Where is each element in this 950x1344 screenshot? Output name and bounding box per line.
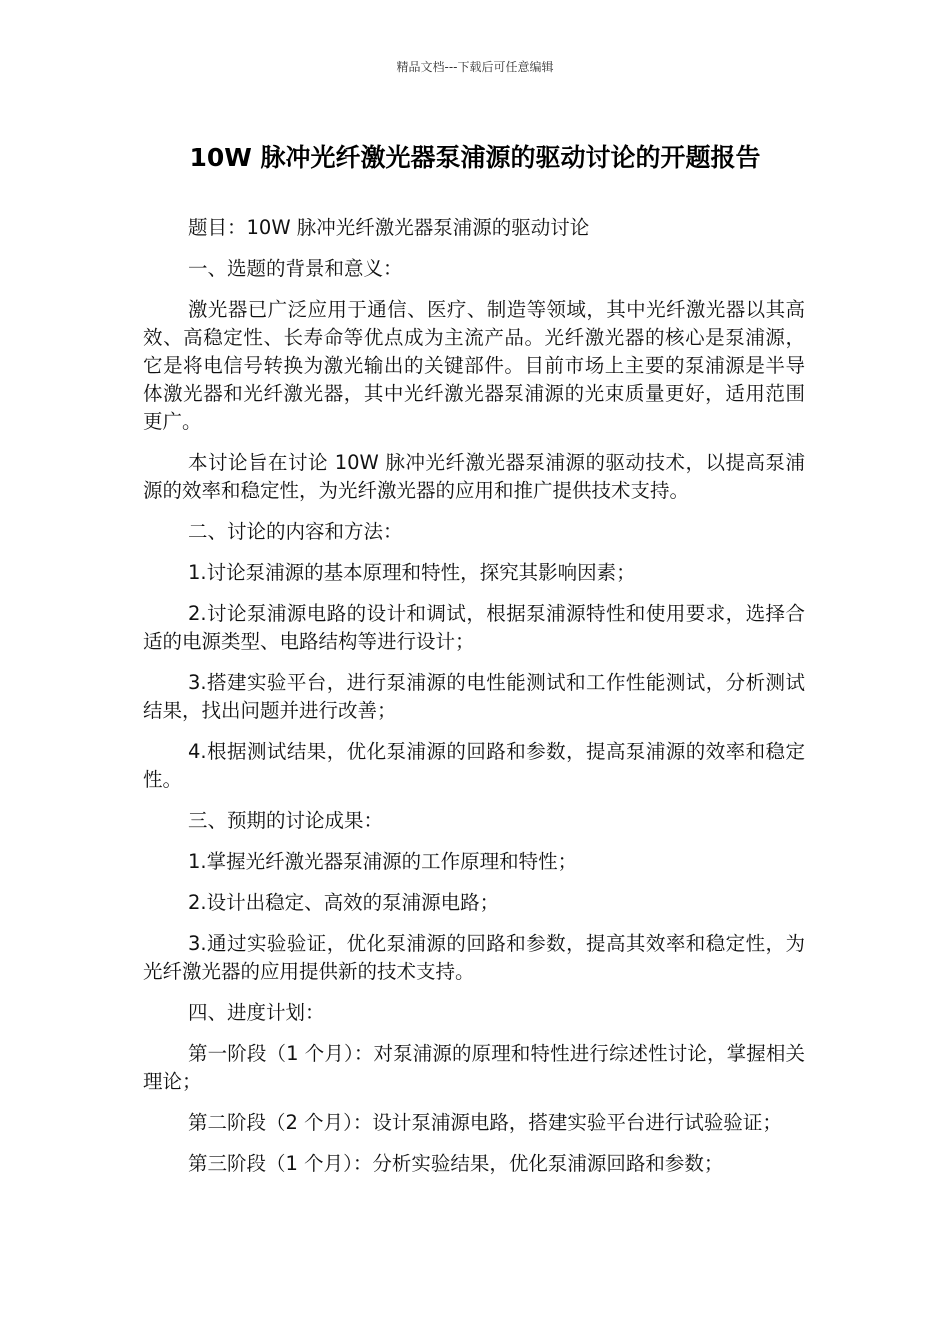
- section-heading-schedule: 四、进度计划：: [188, 1001, 325, 1024]
- header-note: 精品文档---下载后可任意编辑: [396, 60, 554, 74]
- schedule-stage-1: 第一阶段（1 个月）：对泵浦源的原理和特性进行综述性讨论，掌握相关理论；: [143, 1042, 805, 1093]
- paragraph-purpose: 本讨论旨在讨论 10W 脉冲光纤激光器泵浦源的驱动技术，以提高泵浦源的效率和稳定性，为光纤激光器的应用和推广提供技术支持。: [143, 451, 805, 502]
- paragraph-topic: 题目：10W 脉冲光纤激光器泵浦源的驱动讨论: [188, 216, 590, 239]
- list-item-content-3: 3.搭建实验平台，进行泵浦源的电性能测试和工作性能测试，分析测试结果，找出问题并进行改善；: [143, 671, 805, 722]
- section-heading-results: 三、预期的讨论成果：: [188, 809, 384, 832]
- schedule-stage-3: 第三阶段（1 个月）：分析实验结果，优化泵浦源回路和参数；: [188, 1152, 724, 1175]
- list-item-result-1: 1.掌握光纤激光器泵浦源的工作原理和特性；: [188, 850, 578, 873]
- list-item-result-3: 3.通过实验验证，优化泵浦源的回路和参数，提高其效率和稳定性，为光纤激光器的应用提供新的技术支持。: [143, 932, 805, 983]
- list-item-content-2: 2.讨论泵浦源电路的设计和调试，根据泵浦源特性和使用要求，选择合适的电源类型、电路结构等进行设计；: [143, 602, 805, 653]
- section-heading-content: 二、讨论的内容和方法：: [188, 520, 403, 543]
- list-item-result-2: 2.设计出稳定、高效的泵浦源电路；: [188, 891, 500, 914]
- list-item-content-1: 1.讨论泵浦源的基本原理和特性，探究其影响因素；: [188, 561, 636, 584]
- document-body: [143, 214, 805, 1191]
- paragraph-background: 激光器已广泛应用于通信、医疗、制造等领域，其中光纤激光器以其高效、高稳定性、长寿命等优点成为主流产品。光纤激光器的核心是泵浦源，它是将电信号转换为激光输出的关键部件。目前市场上主要的泵浦源是半导体激光器和光纤激光器，其中光纤激光器泵浦源的光束质量更好，适用范围更广。: [143, 298, 805, 433]
- list-item-content-4: 4.根据测试结果，优化泵浦源的回路和参数，提高泵浦源的效率和稳定性。: [143, 740, 805, 791]
- section-heading-background: 一、选题的背景和意义：: [188, 257, 403, 280]
- document-title: 10W 脉冲光纤激光器泵浦源的驱动讨论的开题报告: [189, 143, 761, 172]
- schedule-stage-2: 第二阶段（2 个月）：设计泵浦源电路，搭建实验平台进行试验验证；: [188, 1111, 782, 1134]
